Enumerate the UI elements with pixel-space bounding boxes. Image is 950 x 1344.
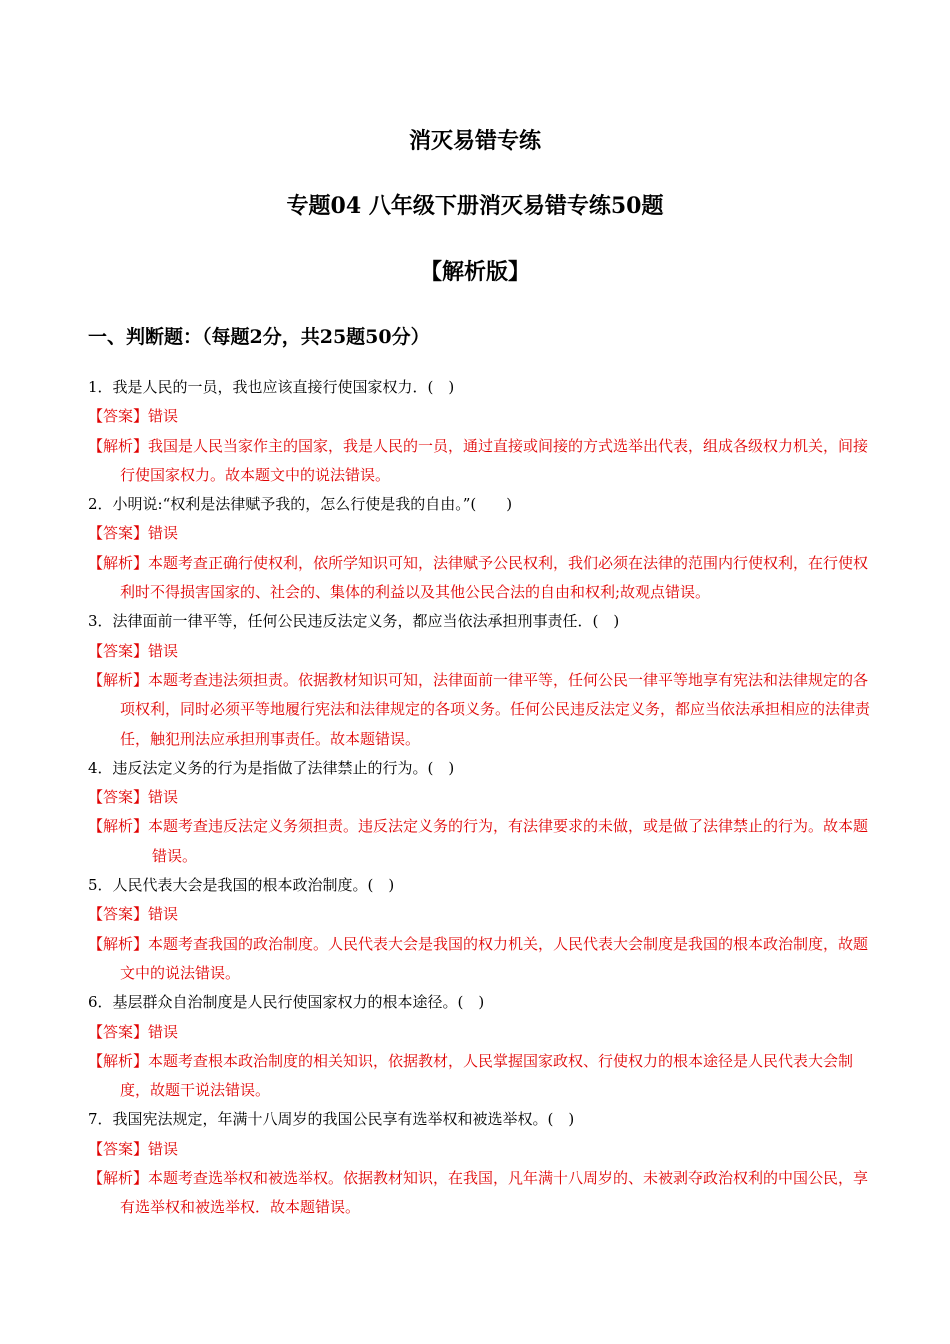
question-item <box>88 871 878 988</box>
analysis-tag: 【解析】 <box>88 1169 149 1188</box>
answer-tag: 【答案】 <box>88 788 149 807</box>
question-item <box>88 373 878 490</box>
analysis-text: 本题考查根本政治制度的相关知识，依据教材，人民掌握国家政权、行使权力的根本途径是人民代表大会制度，故题干说法错误。 <box>120 1051 854 1100</box>
question-text: 6．基层群众自治制度是人民行使国家权力的根本途径。( ) <box>88 993 485 1012</box>
question-item <box>88 754 878 871</box>
answer-value: 错误 <box>148 641 179 660</box>
answer-tag: 【答案】 <box>88 1022 149 1041</box>
answer-line <box>88 1135 878 1164</box>
analysis-tag: 【解析】 <box>88 934 149 953</box>
question-item <box>88 607 878 753</box>
answer-value: 错误 <box>148 788 179 807</box>
answer-value: 错误 <box>148 905 179 924</box>
analysis-line <box>88 666 878 754</box>
answer-tag: 【答案】 <box>88 905 149 924</box>
question-text: 5．人民代表大会是我国的根本政治制度。( ) <box>88 876 395 895</box>
answer-value: 错误 <box>148 1022 179 1041</box>
question-item <box>88 490 878 607</box>
answer-value: 错误 <box>148 524 179 543</box>
question-list <box>88 373 878 1223</box>
document-title: 消灭易错专练 <box>408 128 541 154</box>
question-item <box>88 1105 878 1222</box>
answer-line <box>88 519 878 548</box>
question-item <box>88 988 878 1105</box>
answer-line <box>88 900 878 929</box>
analysis-line <box>88 1047 878 1106</box>
analysis-text: 本题考查正确行使权利，依所学知识可知，法律赋予公民权利，我们必须在法律的范围内行使权利，在行使权利时不得损害国家的、社会的、集体的利益以及其他公民合法的自由和权利;故观点错误。 <box>120 553 869 602</box>
analysis-text: 本题考查我国的政治制度。人民代表大会是我国的权力机关，人民代表大会制度是我国的根本政治制度，故题文中的说法错误。 <box>120 934 869 982</box>
answer-value: 错误 <box>148 407 179 426</box>
analysis-tag: 【解析】 <box>88 436 149 455</box>
answer-line <box>88 1018 878 1047</box>
analysis-text: 本题考查违法须担责。依据教材知识可知，法律面前一律平等，任何公民一律平等地享有宪法和法律规定的各项权利，同时必须平等地履行宪法和法律规定的各项义务。任何公民违反法定义务，都应当依法承担相应的法律责任，触犯刑法应承担刑事责任。故本题错误。 <box>120 670 871 748</box>
section-heading: 一、判断题：（每题2分，共25题50分） <box>88 326 430 348</box>
analysis-tag: 【解析】 <box>88 553 149 572</box>
analysis-line <box>88 549 878 608</box>
question-text: 7．我国宪法规定，年满十八周岁的我国公民享有选举权和被选举权。( ) <box>88 1110 575 1129</box>
question-text: 4．违反法定义务的行为是指做了法律禁止的行为。( ) <box>88 758 455 777</box>
analysis-text: 本题考查违反法定义务须担责。违反法定义务的行为，有法律要求的未做，或是做了法律禁止的行为。故本题错误。 <box>148 817 869 865</box>
analysis-line <box>88 812 878 871</box>
answer-line <box>88 783 878 812</box>
document-subtitle: 专题04 八年级下册消灭易错专练50题 <box>286 193 664 219</box>
answer-value: 错误 <box>148 1139 179 1158</box>
question-text: 2．小明说:“权利是法律赋予我的，怎么行使是我的自由。”( ) <box>88 495 513 514</box>
answer-tag: 【答案】 <box>88 407 149 426</box>
question-text: 3．法律面前一律平等，任何公民违反法定义务，都应当依法承担刑事责任．( ) <box>88 612 620 631</box>
analysis-line <box>88 1164 878 1223</box>
answer-tag: 【答案】 <box>88 1139 149 1158</box>
edition-label: 【解析版】 <box>419 259 530 285</box>
answer-tag: 【答案】 <box>88 641 149 660</box>
answer-line <box>88 402 878 431</box>
analysis-text: 我国是人民当家作主的国家，我是人民的一员，通过直接或间接的方式选举出代表，组成各级权力机关，间接行使国家权力。故本题文中的说法错误。 <box>120 436 869 484</box>
analysis-line <box>88 432 878 491</box>
answer-line <box>88 637 878 666</box>
analysis-tag: 【解析】 <box>88 817 149 836</box>
analysis-line <box>88 930 878 989</box>
analysis-tag: 【解析】 <box>88 670 149 689</box>
analysis-text: 本题考查选举权和被选举权。依据教材知识，在我国，凡年满十八周岁的、未被剥夺政治权利的中国公民，享有选举权和被选举权．故本题错误。 <box>120 1169 869 1217</box>
answer-tag: 【答案】 <box>88 524 149 543</box>
question-text: 1．我是人民的一员，我也应该直接行使国家权力．( ) <box>88 378 455 396</box>
analysis-tag: 【解析】 <box>88 1051 149 1070</box>
